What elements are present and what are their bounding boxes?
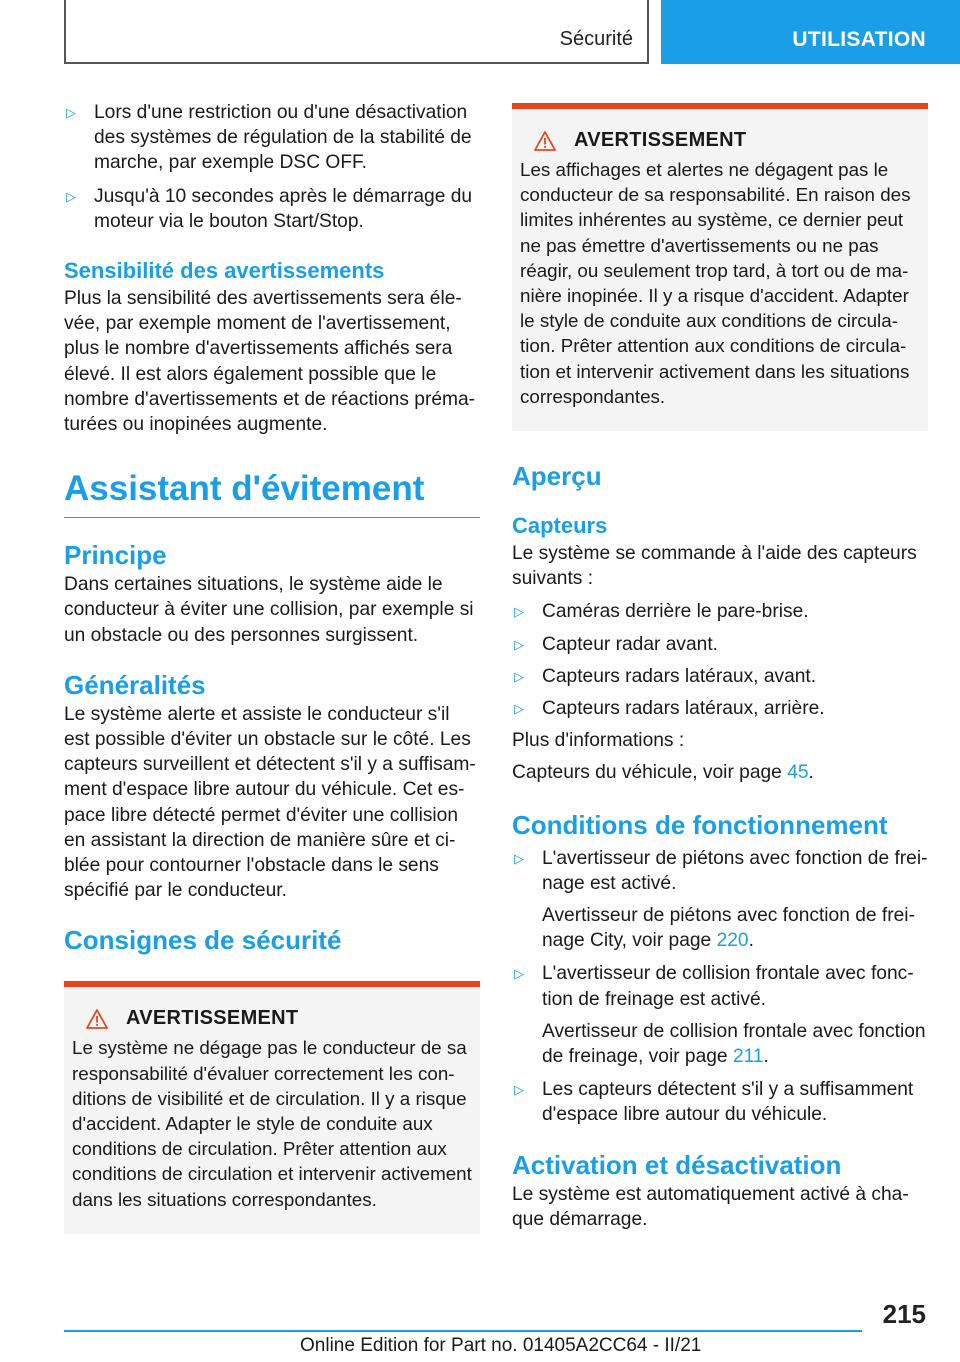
capteurs-heading: Capteurs xyxy=(512,513,608,539)
warning-title: AVERTISSEMENT xyxy=(520,129,920,152)
warning-triangle-icon xyxy=(86,1009,108,1029)
page-link[interactable]: 45 xyxy=(787,762,809,784)
condition-reference: Avertisseur de piétons avec fonction de freinage City, voir page 220. xyxy=(542,905,915,952)
header-section-title: Sécurité xyxy=(559,28,633,50)
warning-box xyxy=(64,981,480,1233)
sensibilite-heading: Sensibilité des avertissements xyxy=(64,258,385,284)
footer-divider xyxy=(64,1330,862,1332)
left-column xyxy=(64,100,480,1234)
principe-heading: Principe xyxy=(64,540,167,571)
more-info-label: Plus d'informations : xyxy=(512,730,685,752)
page-link[interactable]: 211 xyxy=(732,1046,764,1068)
activation-heading: Activation et désactivation xyxy=(512,1149,842,1180)
list-item: ▷ Jusqu'à 10 secondes après le démarrage du moteur via le bouton Start/Stop. xyxy=(66,185,473,232)
principe-text: Dans certaines situations, le système aide le conducteur à éviter une collision, par exemple si un obstacle ou des personnes surgissent. xyxy=(64,574,474,646)
warning-triangle-icon xyxy=(534,131,556,151)
condition-reference: Avertisseur de collision frontale avec fonction de freinage, voir page 211. xyxy=(542,1020,926,1068)
conditions-list xyxy=(512,961,928,1011)
conditions-list xyxy=(512,1077,928,1127)
warning-text: Le système ne dégage pas le conducteur de sa responsabilité d'évaluer correctement les conditions de visibilité et de circulation. Il y a risque d'accident. Adapter le style de conduite aux conditions de circulation. Prêter attention aux conditions de circulation et intervenir activement dans les situations correspondantes. xyxy=(72,1037,472,1210)
capteurs-text: Le système se commande à l'aide des capteurs suivants : xyxy=(512,543,917,590)
consignes-heading: Consignes de sécurité xyxy=(64,925,342,956)
header-section-box xyxy=(64,0,649,64)
list-item: ▷ Capteurs radars latéraux, arrière. xyxy=(512,696,928,721)
bullet-arrow-icon: ▷ xyxy=(66,105,76,120)
bullet-arrow-icon: ▷ xyxy=(514,668,524,684)
list-item: ▷ L'avertisseur de piétons avec fonction de freinage est activé. xyxy=(514,847,928,894)
list-item: ▷ L'avertisseur de collision frontale avec fonction de freinage est activé. xyxy=(514,963,914,1010)
bullet-arrow-icon: ▷ xyxy=(514,604,524,620)
page-title: Assistant d'évitement xyxy=(64,469,480,518)
sensibilite-text: Plus la sensibilité des avertissements sera élevée, par exemple moment de l'avertissement, plus le nombre d'avertissements affichés sera élevé. Il est alors également possible que le nombre d'avertissements et de réactions prématurées ou inopinées augmente. xyxy=(64,288,476,436)
bullet-arrow-icon: ▷ xyxy=(514,850,524,866)
capteurs-reference: Capteurs du véhicule, voir page 45. xyxy=(512,762,814,784)
bullet-arrow-icon: ▷ xyxy=(514,701,524,717)
bullet-arrow-icon: ▷ xyxy=(514,1082,524,1098)
generalites-heading: Généralités xyxy=(64,669,206,700)
right-column xyxy=(512,103,928,1232)
header-chapter-title: UTILISATION xyxy=(792,28,926,51)
list-item: ▷ Capteurs radars latéraux, avant. xyxy=(512,664,928,689)
list-item: ▷ Lors d'une restriction ou d'une désactivation des systèmes de régulation de la stabilité de marche, par exemple DSC OFF. xyxy=(66,102,472,174)
conditions-heading: Conditions de fonctionnement xyxy=(512,809,888,840)
warning-box xyxy=(512,103,928,431)
list-item: ▷ Les capteurs détectent s'il y a suffisamment d'espace libre autour du véhicule. xyxy=(514,1079,914,1126)
capteurs-list xyxy=(512,599,928,721)
header-chapter-tab[interactable] xyxy=(661,0,960,64)
list-item: ▷ Caméras derrière le pare-brise. xyxy=(512,599,928,624)
conditions-list xyxy=(512,846,928,896)
bullet-arrow-icon: ▷ xyxy=(514,636,524,652)
page-number: 215 xyxy=(882,1299,926,1329)
bullet-arrow-icon: ▷ xyxy=(514,966,524,982)
list-item: ▷ Capteur radar avant. xyxy=(512,632,928,657)
apercu-heading: Aperçu xyxy=(512,461,602,492)
bullet-arrow-icon: ▷ xyxy=(66,188,76,204)
generalites-text: Le système alerte et assiste le conducteur s'il est possible d'éviter un obstacle sur le côté. Les capteurs surveillent et détectent s'il y a suffisamment d'espace libre autour du véhicule. Cet espace libre détecté permet d'éviter une collision en assistant la direction de manière sûre et ciblée pour contourner l'obstacle dans le sens spécifié par le conducteur. xyxy=(64,703,476,902)
activation-text: Le système est automatiquement activé à chaque démarrage. xyxy=(512,1183,909,1230)
warning-text: Les affichages et alertes ne dégagent pas le conducteur de sa responsabilité. En raison des limites inhérentes au système, ce dernier peut ne pas émettre d'avertissements ou ne pas réagir, ou seulement trop tard, à tort ou de manière inopinée. Il y a risque d'accident. Adapter le style de conduite aux conditions de circulation. Prêter attention aux conditions de circulation et intervenir activement dans les situations correspondantes. xyxy=(520,159,911,407)
page-link[interactable]: 220 xyxy=(716,930,749,952)
warning-title: AVERTISSEMENT xyxy=(72,1007,472,1030)
footer-edition: Online Edition for Part no. 01405A2CC64 - II/21 xyxy=(300,1335,702,1356)
intro-bullet-list xyxy=(64,100,480,234)
